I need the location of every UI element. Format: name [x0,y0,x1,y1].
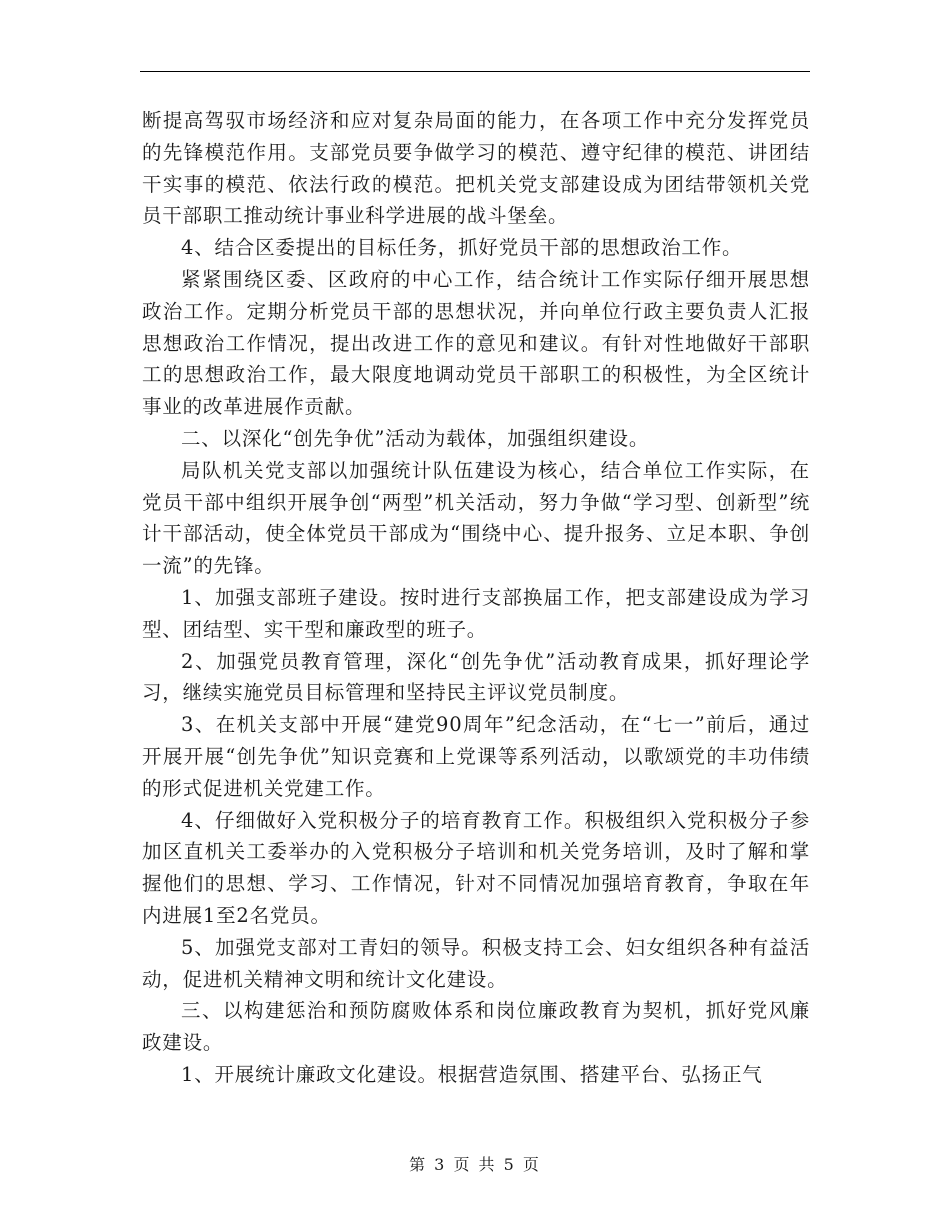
paragraph-1: 断提高驾驭市场经济和应对复杂局面的能力，在各项工作中充分发挥党员的先锋模范作用。支部党员要争做学习的模范、遵守纪律的模范、讲团结干实事的模范、依法行政的模范。把机关党支部建设成为团结带领机关党员干部职工推动统计事业科学进展的战斗堡垒。 [142,109,810,228]
paragraph-7: 2、加强党员教育管理，深化“创先争优”活动教育成果，抓好理论学习，继续实施党员目标管理和坚持民主评议党员制度。 [142,649,810,705]
paragraph-10: 5、加强党支部对工青妇的领导。积极支持工会、妇女组织各种有益活动，促进机关精神文明和统计文化建设。 [142,935,810,991]
paragraph-8: 3、在机关支部中开展“建党90周年”纪念活动，在“七一”前后，通过开展开展“创先争优”知识竞赛和上党课等系列活动，以歌颂党的丰功伟绩的形式促进机关党建工作。 [142,713,810,800]
paragraph-12: 1、开展统计廉政文化建设。根据营造氛围、搭建平台、弘扬正气 [181,1062,763,1086]
paragraph-2: 4、结合区委提出的目标任务，抓好党员干部的思想政治工作。 [181,236,743,260]
section-heading-3: 三、以构建惩治和预防腐败体系和岗位廉政教育为契机，抓好党风廉政建设。 [142,999,810,1055]
page-number-footer: 第 3 页 共 5 页 [409,1155,541,1174]
paragraph-5: 局队机关党支部以加强统计队伍建设为核心，结合单位工作实际，在党员干部中组织开展争创“两型”机关活动，努力争做“学习型、创新型”统计干部活动，使全体党员干部成为“围绕中心、提升报务、立足本职、争创一流”的先锋。 [142,458,810,578]
paragraph-6: 1、加强支部班子建设。按时进行支部换届工作，把支部建设成为学习型、团结型、实干型和廉政型的班子。 [142,585,810,641]
paragraph-3: 紧紧围绕区委、区政府的中心工作，结合统计工作实际仔细开展思想政治工作。定期分析党员干部的思想状况，并向单位行政主要负责人汇报思想政治工作情况，提出改进工作的意见和建议。有针对性地做好干部职工的思想政治工作，最大限度地调动党员干部职工的积极性，为全区统计事业的改革进展作贡献。 [142,267,810,419]
paragraph-9: 4、仔细做好入党积极分子的培育教育工作。积极组织入党积极分子参加区直机关工委举办的入党积极分子培训和机关党务培训，及时了解和掌握他们的思想、学习、工作情况，针对不同情况加强培育教育，争取在年内进展1至2名党员。 [142,808,810,927]
document-body [142,105,810,1091]
header-rule [140,71,810,72]
section-heading-2: 二、以深化“创先争优”活动为载体，加强组织建设。 [181,426,650,450]
